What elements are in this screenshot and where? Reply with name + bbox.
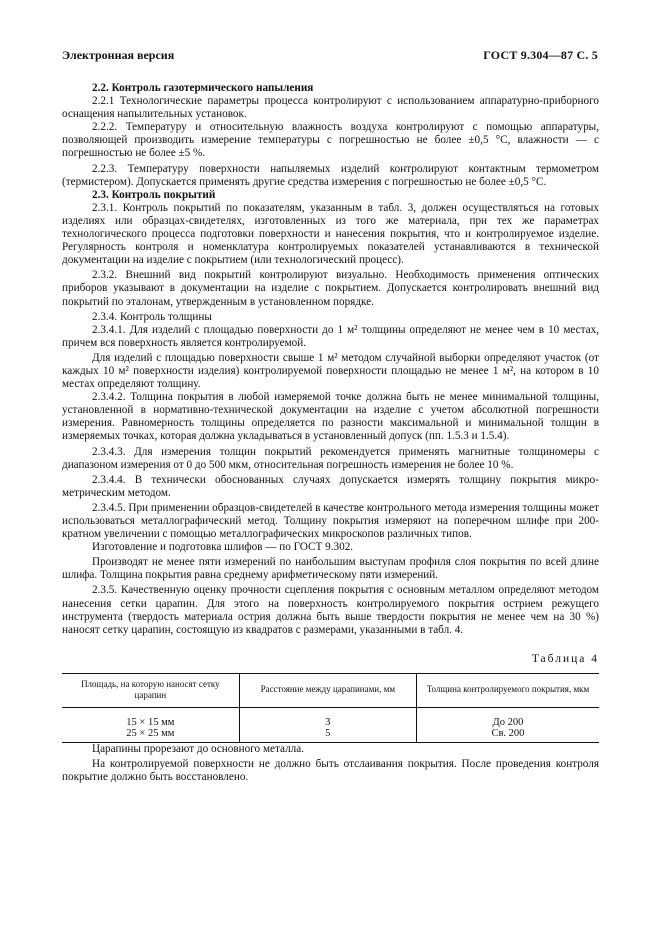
paragraph-scratches: Царапины прорезают до основного металла. (92, 742, 305, 755)
paragraph-measurements: Производят не менее пяти измерений по наибольшим выступам профиля слоя покрытия по всей длине шлифа. Толщина покрытия равна среднему арифметическому пяти измерений. (62, 556, 599, 582)
paragraph-2-3-1: 2.3.1. Контроль покрытий по показателям, указанным в табл. 3, должен осуществляться на готовых изделиях или образцах-свидетелях, изготовленных из того же материала, при тех же параметрах технологического процесса подготовки поверхности и нанесения покрытия, что и контролируемое изделие. Регулярность контроля и номенклатура контролируемых показателей устанавливаются в технической документации на изделие с покрытием (или технологический процесс). (62, 201, 599, 267)
table-row (62, 707, 599, 728)
paragraph-sections-prep: Изготовление и подготовка шлифов — по ГОСТ 9.302. (92, 541, 354, 554)
paragraph-2-3-4-4: 2.3.4.4. В технически обоснованных случаях допускается измерять толщину покрытия микрометрическим методом. (62, 473, 599, 499)
table-cell: 25 × 25 мм (62, 728, 239, 742)
paragraph-2-2-3: 2.2.3. Температуру поверхности напыляемых изделий контролируют контактным термометром (термистером). Допускается применять другие средства измерения с погрешностью не более ±0,5 °С. (62, 162, 599, 188)
paragraph-2-3-4: 2.3.4. Контроль толщины (92, 310, 212, 323)
scratch-grid-table (62, 673, 599, 743)
column-header-spacing: Расстояние между царапинами, мм (239, 673, 416, 707)
paragraph-large-area: Для изделий с площадью поверхности свыше 1 м² методом случайной выборки определяют участок (от каждых 10 м² поверхности изделия) контролируемой поверхности площадью не менее 1 м², на котором в 10 местах определяют толщину. (62, 351, 599, 391)
table-row (62, 728, 599, 742)
table-cell: 3 (239, 707, 416, 728)
table-cell: 15 × 15 мм (126, 716, 175, 728)
column-header-thickness: Толщина контролируемого покрытия, мкм (416, 673, 599, 707)
document-body (62, 82, 599, 784)
paragraph-2-2-1: 2.2.1 Технологические параметры процесса контролируют с использованием аппаратурно-приборного оснащения напылительных установок. (62, 95, 599, 121)
standard-page-label: ГОСТ 9.304—87 С. 5 (483, 48, 598, 62)
column-header-area: Площадь, на которую наносят сетку царапин (62, 673, 239, 707)
paragraph-2-3-4-2: 2.3.4.2. Толщина покрытия в любой измеряемой точке должна быть не менее минимальной толщины, установленной в нормативно-технической документации на изделие с учетом абсолютной погрешности измерения. Равномерность толщины определяется по разности максимальной и минимальной толщин в измеряемых точках, которая должна укладываться в установленный допуск (пп. 1.5.3 и 1.5.4). (62, 391, 599, 443)
table-cell: 5 (239, 728, 416, 742)
paragraph-2-3-4-5: 2.3.4.5. При применении образцов-свидетелей в качестве контрольного метода измерения толщины может использоваться металлографический метод. Толщину покрытия измеряют на поперечном шлифе при 200-кратном увеличении с помощью металлографических микроскопов различных типов. (62, 501, 599, 541)
table-cell: До 200 (416, 707, 599, 728)
table-caption: Таблица 4 (531, 652, 599, 665)
section-heading-2-2: 2.2. Контроль газотермического напыления (92, 82, 314, 94)
paragraph-2-3-5: 2.3.5. Качественную оценку прочности сцепления покрытия с основным металлом определяют методом нанесения сетки царапин. Для этого на поверхность контролируемого покрытия острием режущего инструмента (твердость материала острия должна быть выше твердости покрытия не менее чем на 30 %) наносят сетку царапин, состоящую из квадратов с размерами, указанными в табл. 4. (62, 584, 599, 636)
paragraph-2-3-4-1: 2.3.4.1. Для изделий с площадью поверхности до 1 м² толщины определяют не менее чем в 10 местах, причем вся поверхность является контролируемой. (62, 323, 599, 349)
section-heading-2-3: 2.3. Контроль покрытий (92, 188, 216, 201)
paragraph-2-2-2: 2.2.2. Температуру и относительную влажность воздуха контролируют с помощью аппаратуры, позволяющей производить измерение температуры с погрешностью не более ±0,5 °С, влажности — с погрешностью не более ±5 %. (62, 121, 599, 160)
paragraph-2-3-4-3: 2.3.4.3. Для измерения толщин покрытий рекомендуется применять магнитные толщиномеры с диапазоном измерения от 0 до 500 мкм, относительная погрешность измерения не более 10 %. (62, 445, 599, 471)
edition-label: Электронная версия (62, 48, 175, 62)
paragraph-2-3-2: 2.3.2. Внешний вид покрытий контролируют визуально. Необходимость применения оптических приборов указывают в документации на изделие с покрытием. Допускается контролировать внешний вид покрытий по эталонам, утвержденным в установленном порядке. (62, 269, 599, 308)
table-cell: Св. 200 (416, 728, 599, 742)
paragraph-restoration: На контролируемой поверхности не должно быть отслаивания покрытия. После проведения контроля покрытие должно быть восстановлено. (62, 758, 599, 784)
